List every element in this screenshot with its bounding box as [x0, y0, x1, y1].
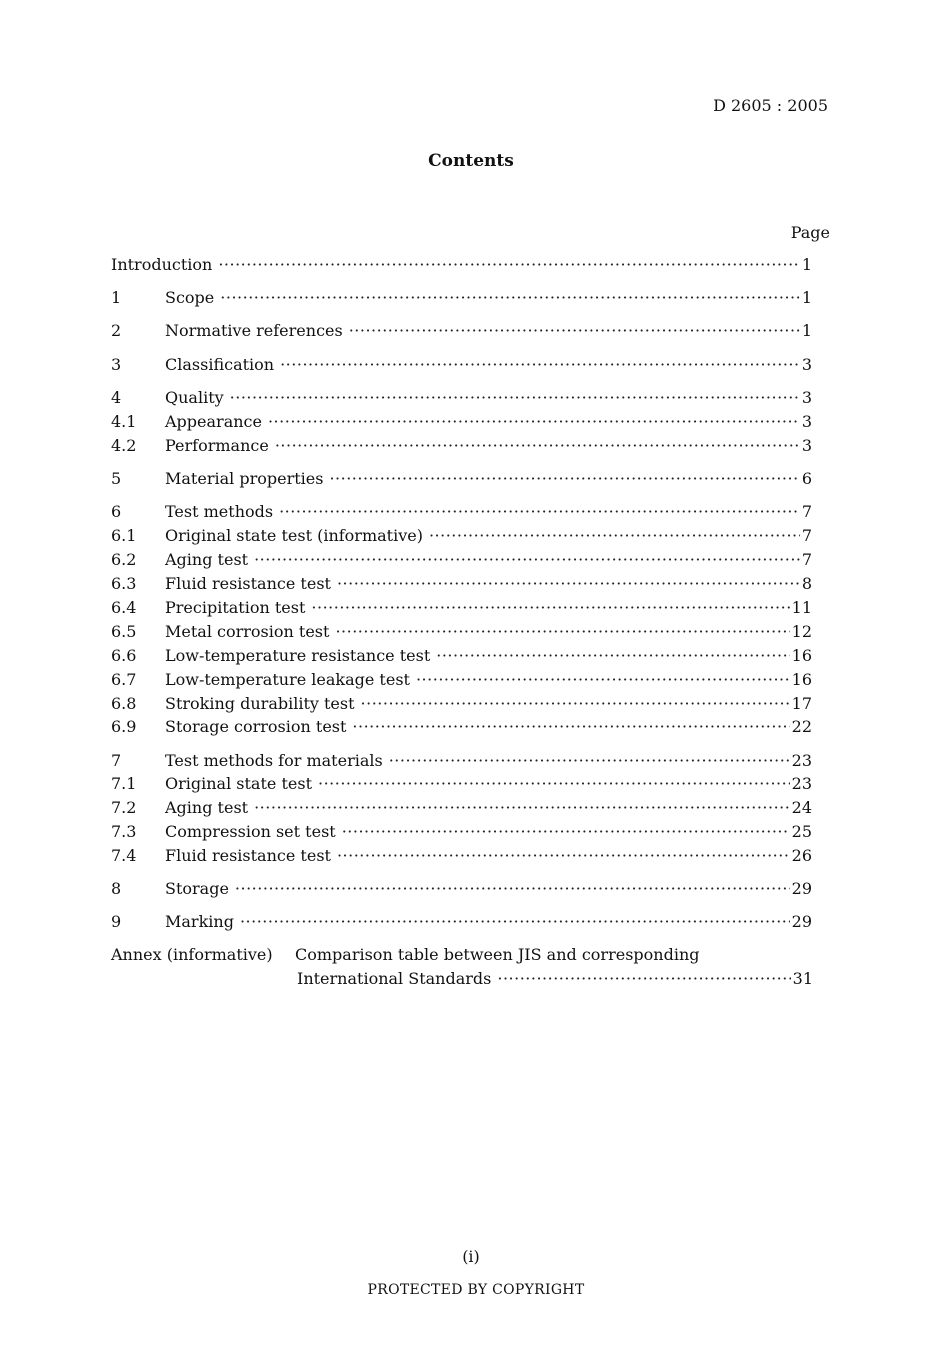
dot-leader — [279, 502, 800, 521]
toc-entry-page: 23 — [791, 751, 812, 770]
toc-entry-page: 8 — [801, 574, 812, 593]
toc-entry-number: 2 — [111, 321, 122, 340]
toc-entry-page: 17 — [791, 694, 812, 713]
dot-leader — [337, 574, 800, 593]
toc-entry-number: 8 — [111, 879, 122, 898]
dot-leader — [240, 912, 790, 931]
toc-entry-number: 7.4 — [111, 846, 137, 865]
dot-leader — [311, 598, 789, 617]
dot-leader — [361, 694, 790, 713]
dot-leader — [436, 646, 789, 665]
annex-entry[interactable] — [111, 945, 699, 964]
toc-entry[interactable] — [111, 388, 812, 410]
toc-entry-title: Storage — [165, 879, 229, 898]
toc-entry[interactable] — [111, 622, 812, 644]
annex-title-line1: Comparison table between JIS and corresponding — [295, 945, 700, 964]
toc-entry[interactable] — [111, 822, 812, 844]
dot-leader — [268, 412, 800, 431]
toc-entry[interactable] — [111, 502, 812, 524]
dot-leader — [318, 774, 790, 793]
dot-leader — [254, 550, 800, 569]
toc-entry-number: 6.4 — [111, 598, 137, 617]
dot-leader — [275, 436, 800, 455]
toc-entry-page: 1 — [801, 321, 812, 340]
annex-title-line2: International Standards — [297, 969, 492, 988]
toc-entry-number: 6.3 — [111, 574, 137, 593]
dot-leader — [342, 822, 790, 841]
toc-entry[interactable] — [111, 646, 812, 668]
dot-leader — [235, 879, 790, 898]
toc-entry-title: Metal corrosion test — [165, 622, 330, 641]
toc-entry[interactable] — [111, 436, 812, 458]
toc-entry-title: Material properties — [165, 469, 324, 488]
toc-entry-title: Fluid resistance test — [165, 574, 331, 593]
toc-entry-title: Scope — [165, 288, 215, 307]
toc-entry-title: Aging test — [165, 798, 249, 817]
toc-entry-title: Normative references — [165, 321, 343, 340]
toc-entry-number: 4.1 — [111, 412, 137, 431]
toc-entry[interactable] — [111, 670, 812, 692]
toc-entry[interactable] — [111, 355, 812, 377]
toc-entry-number: 6 — [111, 502, 122, 521]
toc-entry-title: Precipitation test — [165, 598, 306, 617]
toc-entry-page: 26 — [791, 846, 812, 865]
toc-entry-page: 7 — [801, 502, 812, 521]
toc-entry[interactable] — [111, 798, 812, 820]
toc-entry-title: Classification — [165, 355, 275, 374]
toc-entry-page: 11 — [791, 598, 812, 617]
toc-entry-number: 6.5 — [111, 622, 137, 641]
toc-entry-page: 1 — [801, 255, 812, 274]
copyright-notice: PROTECTED BY COPYRIGHT — [367, 1282, 585, 1298]
toc-entry-page: 16 — [791, 646, 812, 665]
toc-entry[interactable] — [111, 694, 812, 716]
dot-leader — [335, 622, 789, 641]
toc-entry[interactable] — [111, 598, 812, 620]
toc-entry[interactable] — [111, 526, 812, 548]
toc-entry-page: 29 — [791, 912, 812, 931]
toc-entry-title: Stroking durability test — [165, 694, 355, 713]
annex-entry-line2[interactable] — [297, 969, 813, 991]
toc-entry-page: 1 — [801, 288, 812, 307]
toc-entry[interactable] — [111, 550, 812, 572]
toc-entry-number: 6.2 — [111, 550, 137, 569]
toc-entry-number: 7.2 — [111, 798, 137, 817]
toc-entry-number: 3 — [111, 355, 122, 374]
toc-entry[interactable] — [111, 879, 812, 901]
toc-entry-number: 6.8 — [111, 694, 137, 713]
toc-entry-number: 7 — [111, 751, 122, 770]
toc-entry-title: Original state test — [165, 774, 312, 793]
toc-entry-title: Quality — [165, 388, 224, 407]
toc-entry-number: 6.9 — [111, 717, 137, 736]
toc-entry-title: Test methods — [165, 502, 274, 521]
dot-leader — [497, 969, 790, 988]
toc-entry-title: Storage corrosion test — [165, 717, 347, 736]
toc-entry-page: 3 — [801, 412, 812, 431]
annex-label: Annex (informative) — [111, 945, 273, 964]
toc-entry[interactable] — [111, 846, 812, 868]
toc-entry-title: Original state test (informative) — [165, 526, 423, 545]
toc-entry-number: 1 — [111, 288, 122, 307]
dot-leader — [329, 469, 799, 488]
dot-leader — [230, 388, 800, 407]
toc-entry-page: 29 — [791, 879, 812, 898]
dot-leader — [220, 288, 800, 307]
toc-entry-page: 3 — [801, 388, 812, 407]
toc-entry-number: 6.7 — [111, 670, 137, 689]
dot-leader — [254, 798, 790, 817]
toc-entry-title: Aging test — [165, 550, 249, 569]
dot-leader — [429, 526, 800, 545]
page-number: (i) — [462, 1247, 480, 1266]
dot-leader — [352, 717, 789, 736]
dot-leader — [218, 255, 799, 274]
toc-entry-number: 7.1 — [111, 774, 137, 793]
toc-entry-page: 25 — [791, 822, 812, 841]
toc-entry-page: 23 — [791, 774, 812, 793]
toc-entry-page: 3 — [801, 355, 812, 374]
toc-entry-title: Introduction — [111, 255, 213, 274]
page-column-heading: Page — [790, 223, 830, 242]
toc-entry-page: 3 — [801, 436, 812, 455]
dot-leader — [416, 670, 790, 689]
toc-entry-page: 12 — [791, 622, 812, 641]
toc-entry-page: 6 — [801, 469, 812, 488]
toc-entry-number: 7.3 — [111, 822, 137, 841]
toc-entry[interactable] — [111, 469, 812, 491]
document-id: D 2605 : 2005 — [713, 96, 828, 115]
toc-entry-page: 22 — [791, 717, 812, 736]
toc-entry-page: 24 — [791, 798, 812, 817]
toc-entry-title: Marking — [165, 912, 234, 931]
toc-entry[interactable] — [111, 321, 812, 343]
toc-entry-number: 5 — [111, 469, 122, 488]
toc-entry-title: Appearance — [165, 412, 262, 431]
toc-entry-title: Low-temperature resistance test — [165, 646, 431, 665]
dot-leader — [389, 751, 790, 770]
toc-entry-page: 7 — [801, 550, 812, 569]
toc-entry[interactable] — [111, 255, 812, 277]
toc-entry-number: 9 — [111, 912, 122, 931]
toc-entry[interactable] — [111, 412, 812, 434]
toc-entry-number: 4.2 — [111, 436, 137, 455]
toc-entry-page: 7 — [801, 526, 812, 545]
toc-entry-title: Performance — [165, 436, 269, 455]
toc-entry[interactable] — [111, 912, 812, 934]
toc-entry[interactable] — [111, 717, 812, 739]
toc-entry-number: 6.1 — [111, 526, 137, 545]
annex-page-number: 31 — [792, 969, 813, 988]
toc-entry-number: 4 — [111, 388, 122, 407]
toc-entry-title: Test methods for materials — [165, 751, 383, 770]
toc-entry[interactable] — [111, 751, 812, 773]
toc-entry-title: Fluid resistance test — [165, 846, 331, 865]
toc-entry[interactable] — [111, 574, 812, 596]
page-title: Contents — [428, 151, 514, 171]
dot-leader — [280, 355, 800, 374]
toc-entry-page: 16 — [791, 670, 812, 689]
dot-leader — [337, 846, 790, 865]
toc-entry-title: Low-temperature leakage test — [165, 670, 410, 689]
toc-entry[interactable] — [111, 774, 812, 796]
toc-entry-number: 6.6 — [111, 646, 137, 665]
toc-entry-title: Compression set test — [165, 822, 336, 841]
toc-entry[interactable] — [111, 288, 812, 310]
dot-leader — [349, 321, 800, 340]
